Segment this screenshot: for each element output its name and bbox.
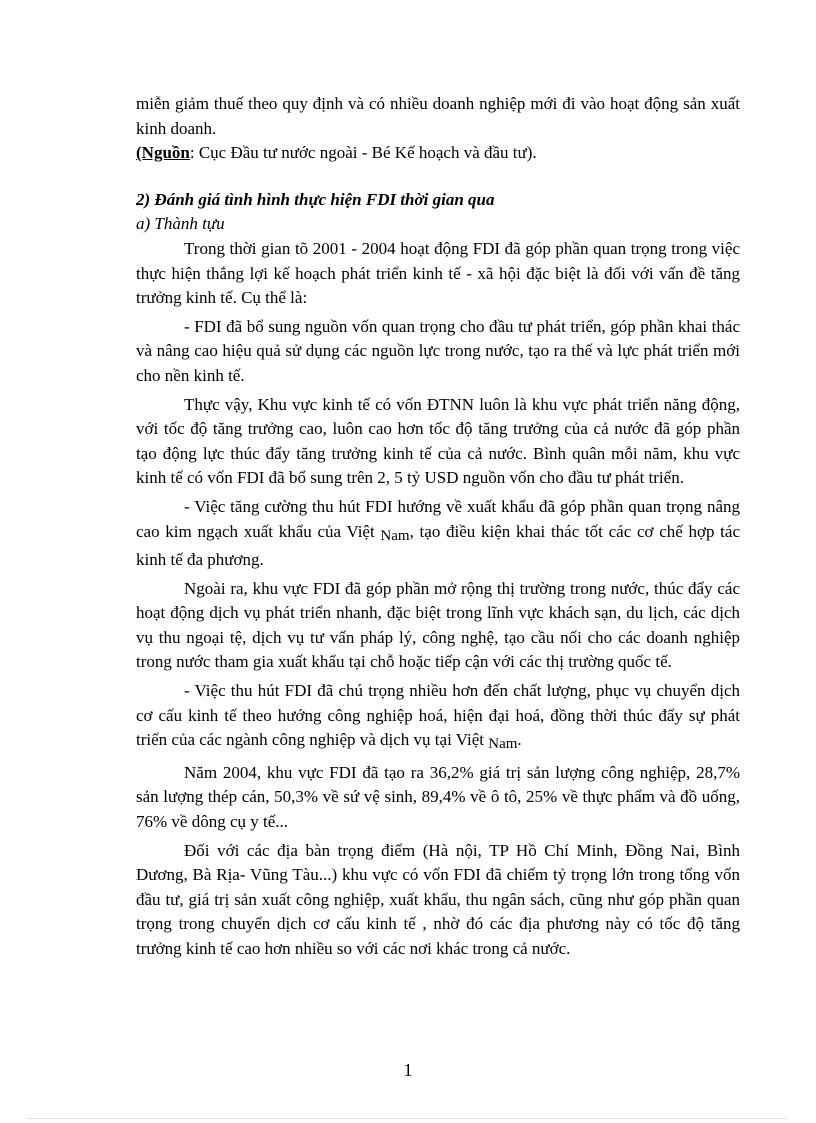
- subsection-heading: a) Thành tựu: [136, 214, 225, 234]
- page-number: 1: [403, 1060, 413, 1080]
- source-label: (Nguồn: [136, 143, 190, 163]
- export-text-end: , tạo điều kiện khai thác tốt các cơ chế hợp tác kinh tế đa phương.: [136, 521, 740, 570]
- export-text-country: Nam: [380, 527, 410, 544]
- achievements-intro-paragraph: Trong thời gian tõ 2001 - 2004 hoạt động FDI đã góp phần quan trọng trong việc thực hiện thắng lợi kế hoạch phát triển kinh tế - xã hội đặc biệt là đối với vấn đề tăng trưởng kinh tế. Cụ thể là:: [136, 238, 740, 308]
- source-line: [136, 141, 740, 166]
- page-bottom-divider: [28, 1118, 788, 1119]
- key-regions-paragraph: Đối với các địa bàn trọng điểm (Hà nội, TP Hồ Chí Minh, Đồng Nai, Bình Dương, Bà Rịa- Vũng Tàu...) khu vực có vốn FDI đã chiếm tỷ trọng lớn trong tổng vốn đầu tư, giá trị sản xuất công nghiệp, xuất khẩu, thu ngân sách, cũng như góp phần quan trọng trong chuyển dịch cơ cấu kinh tế , nhờ đó các địa phương này có tốc độ tăng trưởng kinh tế cao hơn nhiều so với các nơi khác trong cả nước.: [136, 840, 740, 958]
- intro-paragraph: miễn giảm thuế theo quy định và có nhiều doanh nghiệp mới đi vào hoạt động sản xuất kinh doanh.: [136, 94, 740, 138]
- capital-paragraph: - FDI đã bổ sung nguồn vốn quan trọng cho đầu tư phát triển, góp phần khai thác và nâng cao hiệu quả sử dụng các nguồn lực trong nước, tạo ra thế và lực phát triển mới cho nền kinh tế.: [136, 316, 740, 385]
- quality-text-country: Nam: [488, 736, 518, 753]
- quality-paragraph: [136, 679, 740, 757]
- export-text-start: - Việc tăng cường thu hút FDI hướng về xuất khẩu đã góp phần quan trọng nâng cao kim ngạch xuất khẩu của Việt: [136, 496, 740, 541]
- section-heading: 2) Đánh giá tình hình thực hiện FDI thời gian qua: [136, 189, 495, 209]
- growth-paragraph: Thực vậy, Khu vực kinh tế có vốn ĐTNN luôn là khu vực phát triển năng động, với tốc độ tăng trưởng cao, luôn cao hơn tốc độ tăng trưởng của cả nước đã góp phần tạo động lực thúc đẩy tăng trưởng kinh tế của cả nước. Bình quân mỗi năm, khu vực kinh tế có vốn FDI đã bổ sung trên 2, 5 tỷ USD nguồn vốn cho đầu tư phát triển.: [136, 394, 740, 488]
- export-paragraph: [136, 495, 740, 573]
- statistics-paragraph: Năm 2004, khu vực FDI đã tạo ra 36,2% giá trị sản lượng công nghiệp, 28,7% sản lượng thép cán, 50,3% về sứ vệ sinh, 89,4% về ô tô, 25% về thực phẩm và đồ uống, 76% về dông cụ y tế...: [136, 762, 740, 832]
- document-body: [136, 92, 740, 962]
- quality-text-end: .: [517, 730, 522, 750]
- services-paragraph: Ngoài ra, khu vực FDI đã góp phần mở rộng thị trường trong nước, thúc đẩy các hoạt động dịch vụ phát triển nhanh, đặc biệt trong lĩnh vực khách sạn, du lịch, các dịch vụ thu ngoại tệ, dịch vụ tư vấn pháp lý, công nghệ, tạo cầu nối cho các doanh nghiệp trong nước tham gia xuất khẩu tại chỗ hoặc tiếp cận với các thị trường quốc tế.: [136, 578, 740, 672]
- source-text: : Cục Đầu tư nước ngoài - Bé Kế hoạch và đầu tư).: [189, 143, 537, 163]
- quality-text-start: - Việc thu hút FDI đã chú trọng nhiều hơn đến chất lượng, phục vụ chuyển dịch cơ cấu kinh tế theo hướng công nghiệp hoá, hiện đại hoá, đồng thời thúc đẩy sự phát triển của các ngành công nghiệp và dịch vụ tại Việt: [136, 681, 740, 750]
